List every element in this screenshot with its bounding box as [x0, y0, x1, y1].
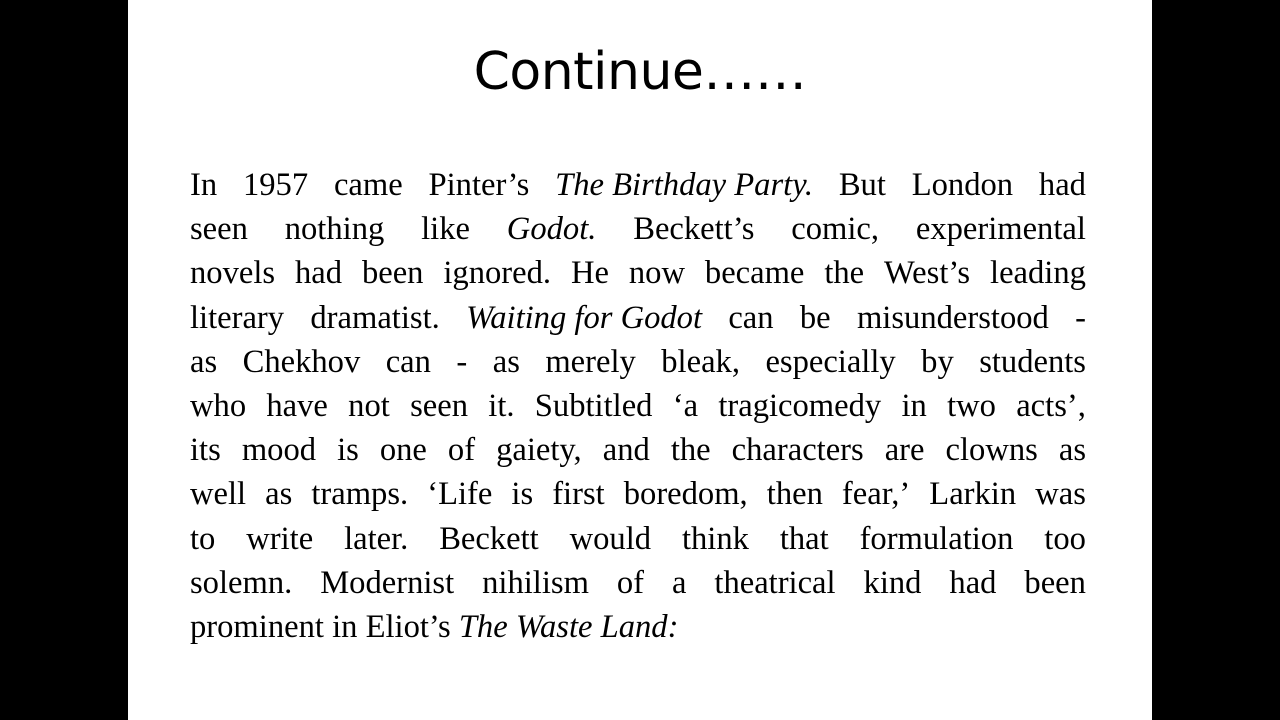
paragraph-word: 1957 [242, 167, 309, 203]
paragraph-word: solemn. [190, 564, 293, 601]
paragraph-word: students [979, 343, 1086, 380]
paragraph-word: ‘a [672, 387, 699, 424]
paragraph-word: gaiety, [496, 432, 582, 469]
paragraph-word: as [265, 476, 293, 513]
paragraph-word: well [190, 476, 247, 513]
paragraph-line [190, 163, 1086, 207]
paragraph-line [190, 340, 1086, 384]
paragraph-word: prominent [190, 608, 324, 645]
paragraph-word: its [190, 432, 221, 469]
italic-title-text: The Birthday Party. [555, 167, 813, 203]
paragraph-word: like [421, 211, 470, 248]
paragraph-word: is [337, 432, 359, 469]
paragraph-word: and [602, 432, 650, 469]
paragraph-word: the [670, 432, 711, 469]
paragraph-word: by [921, 343, 954, 380]
paragraph-word: Subtitled [534, 387, 653, 424]
paragraph-word: Chekhov [242, 343, 361, 380]
paragraph-word: boredom, [623, 476, 748, 513]
paragraph-word: too [1044, 520, 1086, 557]
paragraph-line [190, 296, 1086, 340]
paragraph-word: literary [190, 299, 285, 336]
paragraph-word: not [348, 387, 390, 424]
paragraph-word: misunderstood [856, 299, 1049, 336]
paragraph-word: Eliot’s [365, 608, 451, 645]
paragraph-word: had [294, 255, 343, 292]
paragraph-word: who [190, 387, 247, 424]
paragraph-word: as [492, 343, 520, 380]
paragraph-word: kind [863, 564, 922, 601]
paragraph-word: dramatist. [310, 299, 440, 336]
paragraph-word: two [947, 387, 996, 424]
paragraph-word: bleak, [661, 343, 740, 380]
paragraph-word: seen [190, 211, 248, 248]
slide-body-text [190, 163, 1086, 649]
paragraph-word: was [1035, 476, 1086, 513]
paragraph-word: of [447, 432, 476, 469]
paragraph-word: Beckett [439, 520, 539, 557]
paragraph-word: had [1038, 167, 1086, 203]
paragraph-word: been [1024, 564, 1086, 601]
slide-title: Continue…… [473, 42, 807, 102]
paragraph-word: came [333, 167, 403, 203]
paragraph-word: can [728, 299, 774, 336]
paragraph-line [190, 605, 1086, 649]
italic-title-text: Waiting for Godot [466, 299, 703, 336]
italic-title-text: Godot. [506, 211, 597, 248]
paragraph-word: first [552, 476, 605, 513]
paragraph-line [190, 517, 1086, 561]
paragraph-word: But [838, 167, 886, 203]
paragraph-word: - [1075, 299, 1086, 336]
paragraph-word: then [766, 476, 823, 513]
paragraph-word: nihilism [482, 564, 589, 601]
paragraph-word: had [949, 564, 997, 601]
paragraph-word: theatrical [714, 564, 836, 601]
paragraph-word: think [681, 520, 749, 557]
paragraph-word: a [671, 564, 687, 601]
paragraph-word: ignored. [443, 255, 552, 292]
paragraph-word: have [266, 387, 328, 424]
paragraph-word: London [911, 167, 1014, 203]
paragraph-word: can [385, 343, 431, 380]
slide [128, 0, 1152, 720]
paragraph-word: one [379, 432, 427, 469]
paragraph-word: that [779, 520, 829, 557]
paragraph-word: experimental [915, 211, 1086, 248]
paragraph-line [190, 561, 1086, 605]
paragraph-line [190, 428, 1086, 472]
paragraph-word: - [456, 343, 468, 380]
paragraph-word: now [628, 255, 685, 292]
paragraph-word: acts’, [1016, 387, 1086, 424]
paragraph-word: nothing [284, 211, 385, 248]
paragraph-word: comic, [791, 211, 880, 248]
paragraph-line [190, 207, 1086, 251]
paragraph-word: in [901, 387, 927, 424]
paragraph-word: as [190, 343, 218, 380]
paragraph-word: mood [241, 432, 317, 469]
paragraph-word: of [616, 564, 645, 601]
paragraph-word: formulation [859, 520, 1014, 557]
paragraph-word: Larkin [929, 476, 1017, 513]
italic-title-text: The Waste Land: [458, 608, 679, 645]
paragraph-word: later. [344, 520, 409, 557]
paragraph-word: Modernist [320, 564, 455, 601]
paragraph-line [190, 384, 1086, 428]
paragraph-line [190, 472, 1086, 516]
paragraph-word: characters [731, 432, 864, 469]
paragraph-word: became [704, 255, 805, 292]
paragraph-word: the [824, 255, 865, 292]
paragraph-word: In [190, 167, 218, 203]
paragraph-word: West’s [884, 255, 971, 292]
paragraph-word: be [799, 299, 831, 336]
paragraph-word: fear,’ [841, 476, 911, 513]
paragraph-word: been [361, 255, 424, 292]
paragraph-word: clowns [945, 432, 1038, 469]
paragraph-word: is [511, 476, 534, 513]
paragraph-word: to [190, 520, 216, 557]
paragraph-word: would [569, 520, 652, 557]
paragraph-word: seen [410, 387, 468, 424]
paragraph-word: especially [765, 343, 896, 380]
paragraph-word: tramps. [311, 476, 409, 513]
paragraph-word: leading [990, 255, 1086, 292]
paragraph-line [190, 251, 1086, 295]
paragraph-word: as [1058, 432, 1086, 469]
paragraph-word: Beckett’s [633, 211, 755, 248]
paragraph-word: write [246, 520, 314, 557]
paragraph-word: ‘Life [427, 476, 493, 513]
paragraph-word: it. [488, 387, 515, 424]
paragraph-word: are [884, 432, 925, 469]
paragraph-word: Pinter’s [428, 167, 530, 203]
paragraph-word: He [570, 255, 609, 292]
paragraph-word: tragicomedy [718, 387, 882, 424]
paragraph-word: merely [545, 343, 636, 380]
paragraph-word: in [332, 608, 358, 645]
paragraph-word: novels [190, 255, 276, 292]
